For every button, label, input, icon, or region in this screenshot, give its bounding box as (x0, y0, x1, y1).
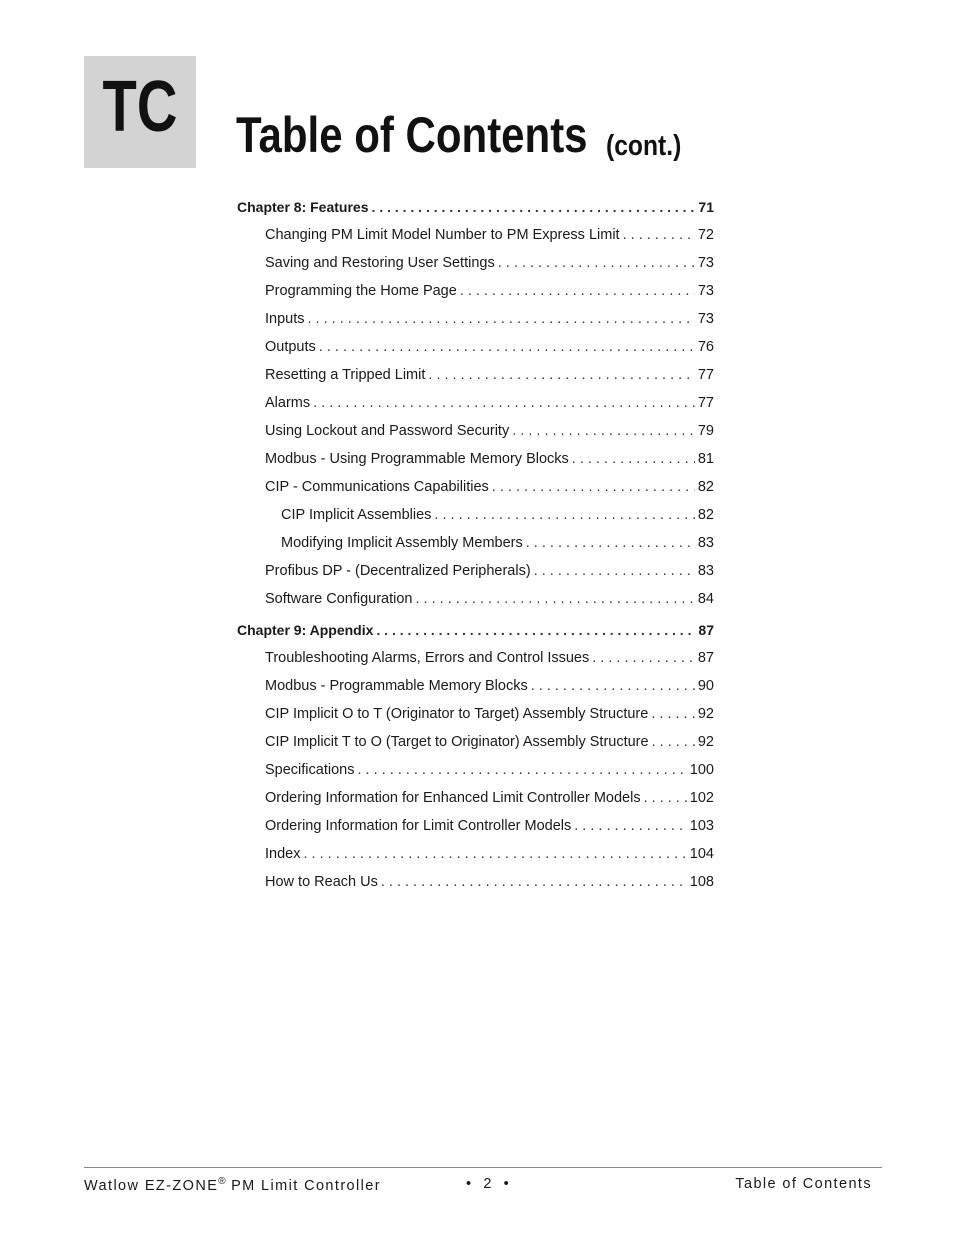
toc-entry-page: 82 (697, 507, 714, 523)
toc-entry-page: 104 (689, 846, 714, 862)
toc-entry-page: 81 (697, 451, 714, 467)
toc-entry-label: Changing PM Limit Model Number to PM Express Limit (265, 227, 620, 243)
toc-entry-page: 92 (697, 734, 714, 750)
toc-entry[interactable] (265, 816, 714, 836)
toc-entry-page: 76 (697, 339, 714, 355)
toc-entry[interactable] (265, 253, 714, 273)
toc-entry-page: 77 (697, 395, 714, 411)
toc-entry[interactable] (265, 393, 714, 413)
registered-mark: ® (218, 1176, 226, 1187)
toc-entry[interactable] (265, 309, 714, 329)
toc-leader-dots (313, 393, 695, 413)
toc-entry-page: 82 (697, 479, 714, 495)
toc-entry-label: Troubleshooting Alarms, Errors and Control Issues (265, 650, 590, 666)
toc-entry[interactable] (265, 281, 714, 301)
footer-product-suffix: PM Limit Controller (225, 1177, 381, 1194)
toc-leader-dots (357, 760, 686, 780)
toc-entry[interactable] (265, 589, 714, 609)
toc-entry[interactable] (265, 477, 714, 497)
toc-entry-page: 103 (689, 818, 714, 834)
toc-entry-page: 92 (697, 706, 714, 722)
toc-leader-dots (651, 704, 695, 724)
toc-leader-dots (574, 816, 687, 836)
toc-entry[interactable] (265, 844, 714, 864)
footer-product-name: Watlow EZ-ZONE (84, 1177, 219, 1194)
toc-leader-dots (371, 197, 695, 217)
toc-leader-dots (512, 421, 695, 441)
footer-section: Table of Contents (735, 1176, 872, 1192)
toc-leader-dots (381, 872, 687, 892)
toc-entry-page: 90 (697, 678, 714, 694)
toc-entry-page: 77 (697, 367, 714, 383)
toc-entry[interactable] (265, 365, 714, 385)
toc-entry-label: CIP Implicit O to T (Originator to Target) Assembly Structure (265, 706, 649, 722)
toc-entry[interactable] (265, 561, 714, 581)
toc-entry[interactable] (265, 788, 714, 808)
toc-entry-label: Saving and Restoring User Settings (265, 255, 495, 271)
toc-leader-dots (416, 589, 695, 609)
toc-entry-label: Profibus DP - (Decentralized Peripherals) (265, 563, 531, 579)
toc-entry-label: CIP - Communications Capabilities (265, 479, 489, 495)
toc-entry-page: 73 (697, 283, 714, 299)
toc-entry-label: Resetting a Tripped Limit (265, 367, 426, 383)
toc-entry-label: Software Configuration (265, 591, 413, 607)
toc-entry-label: Ordering Information for Enhanced Limit Controller Models (265, 790, 641, 806)
toc-entry[interactable] (265, 337, 714, 357)
toc-chapter-entry[interactable] (237, 620, 714, 640)
toc-entry-label: Programming the Home Page (265, 283, 457, 299)
toc-entry-label: Ordering Information for Limit Controller Models (265, 818, 572, 834)
toc-leader-dots (492, 477, 695, 497)
toc-entry[interactable] (265, 449, 714, 469)
toc-entry-label: Chapter 8: Features (237, 199, 369, 215)
toc-entry[interactable] (265, 704, 714, 724)
toc-entry[interactable] (265, 421, 714, 441)
toc-entry-page: 108 (689, 874, 714, 890)
toc-entry-label: Chapter 9: Appendix (237, 622, 374, 638)
toc-entry-page: 73 (697, 255, 714, 271)
toc-entry[interactable] (281, 505, 714, 525)
toc-entry[interactable] (265, 732, 714, 752)
section-tab-label: TC (102, 67, 178, 147)
toc-entry-label: Modifying Implicit Assembly Members (281, 535, 523, 551)
toc-leader-dots (428, 365, 694, 385)
toc-entry-page: 84 (697, 591, 714, 607)
toc-entry[interactable] (281, 533, 714, 553)
toc-leader-dots (531, 676, 695, 696)
toc-leader-dots (303, 844, 686, 864)
toc-leader-dots (376, 620, 695, 640)
toc-entry-label: Specifications (265, 762, 355, 778)
toc-chapter-entry[interactable] (237, 197, 714, 217)
footer-page-number: • 2 • (466, 1176, 511, 1192)
toc-entry-page: 79 (697, 423, 714, 439)
toc-leader-dots (308, 309, 695, 329)
toc-leader-dots (572, 449, 695, 469)
toc-entry-label: Using Lockout and Password Security (265, 423, 510, 439)
toc-entry-label: CIP Implicit T to O (Target to Originator) Assembly Structure (265, 734, 649, 750)
toc-entry-page: 73 (697, 311, 714, 327)
toc-entry-label: How to Reach Us (265, 874, 378, 890)
page-title-suffix: (cont.) (606, 130, 682, 162)
toc-entry-label: Outputs (265, 339, 316, 355)
toc-entry-page: 83 (697, 535, 714, 551)
toc-entry-page: 71 (698, 199, 714, 215)
toc-entry-label: Index (265, 846, 301, 862)
toc-entry-page: 102 (689, 790, 714, 806)
toc-entry-page: 100 (689, 762, 714, 778)
toc-entry-label: Alarms (265, 395, 311, 411)
toc-leader-dots (526, 533, 695, 553)
section-tab-badge (84, 56, 196, 168)
toc-entry-page: 87 (697, 650, 714, 666)
toc-entry[interactable] (265, 648, 714, 668)
toc-entry-label: Modbus - Programmable Memory Blocks (265, 678, 528, 694)
toc-entry[interactable] (265, 760, 714, 780)
footer-product (84, 1176, 381, 1194)
toc-leader-dots (434, 505, 694, 525)
toc-leader-dots (652, 732, 695, 752)
toc-entry[interactable] (265, 872, 714, 892)
toc-leader-dots (460, 281, 695, 301)
toc-entry-page: 83 (697, 563, 714, 579)
page-title-main: Table of Contents (236, 107, 588, 163)
toc-entry-label: CIP Implicit Assemblies (281, 507, 432, 523)
toc-entry-page: 87 (698, 622, 714, 638)
toc-entry-label: Inputs (265, 311, 305, 327)
page-title (236, 107, 682, 163)
toc-leader-dots (498, 253, 695, 273)
toc-leader-dots (534, 561, 695, 581)
toc-entry-page: 72 (697, 227, 714, 243)
toc-entry[interactable] (265, 225, 714, 245)
toc-leader-dots (644, 788, 687, 808)
toc-entry[interactable] (265, 676, 714, 696)
toc-leader-dots (319, 337, 695, 357)
toc-entry-label: Modbus - Using Programmable Memory Blocks (265, 451, 569, 467)
toc-leader-dots (592, 648, 695, 668)
toc-leader-dots (623, 225, 695, 245)
footer-divider (84, 1167, 882, 1168)
